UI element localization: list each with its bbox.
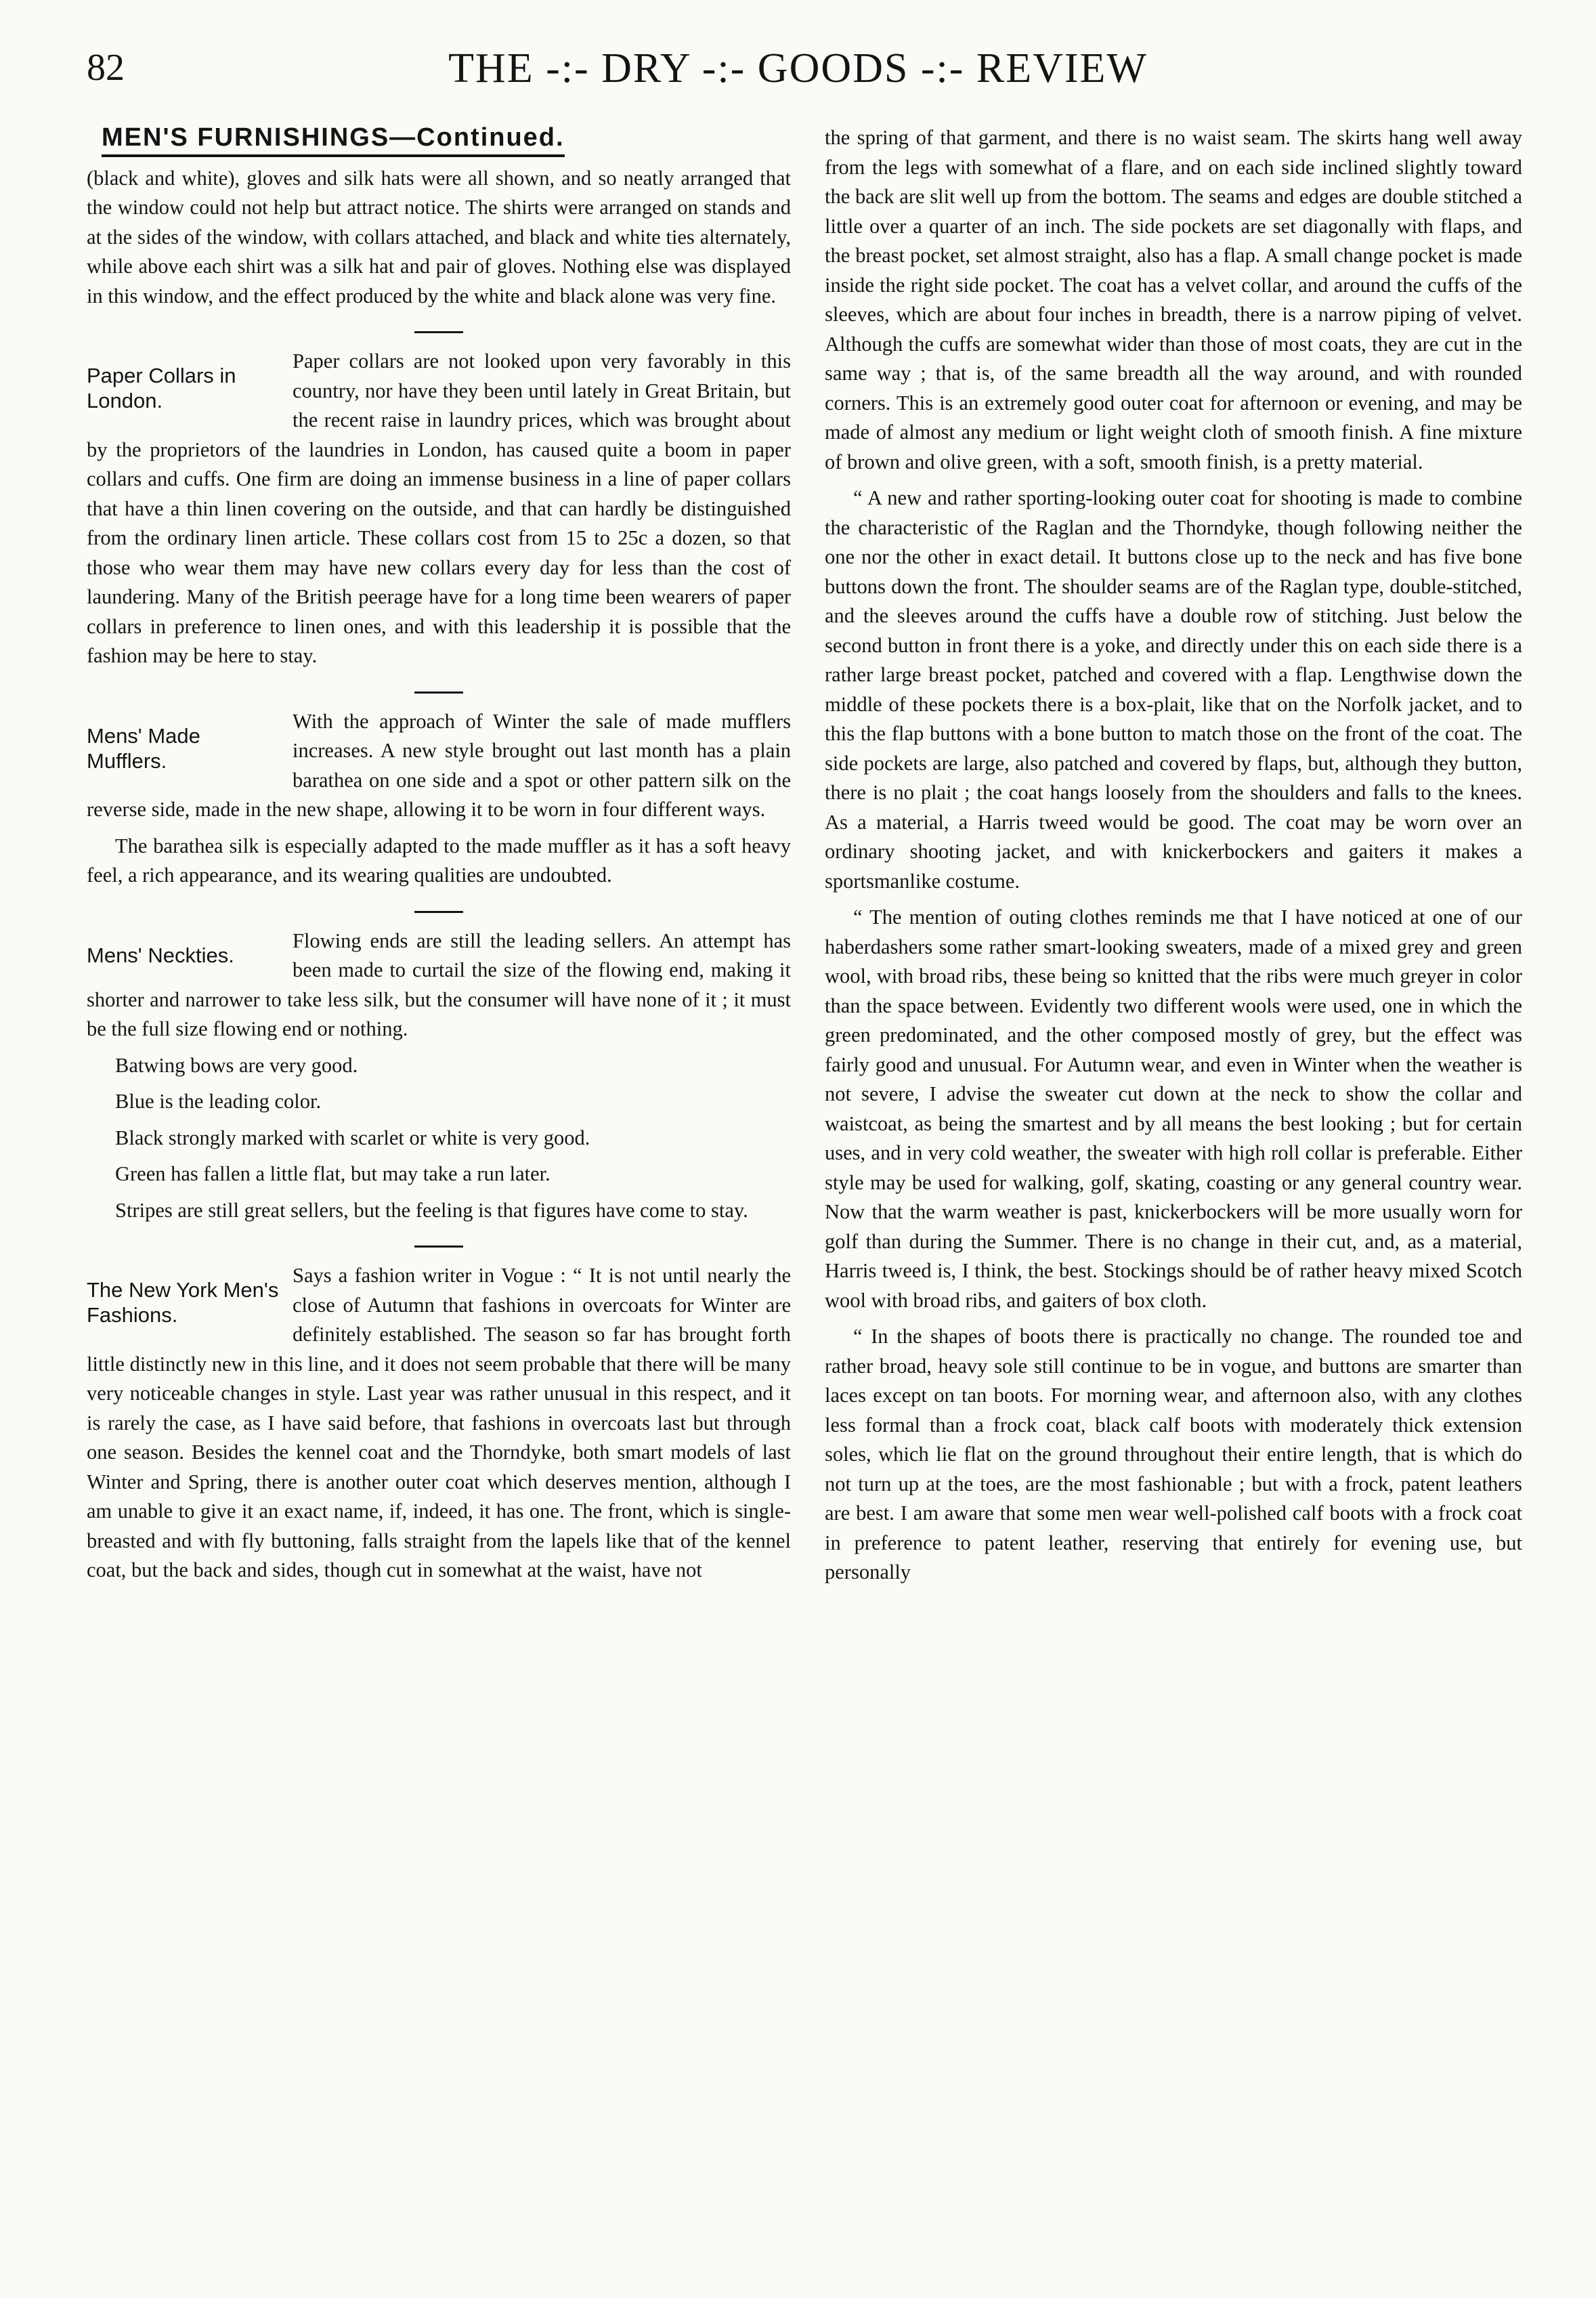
article-paragraph: the spring of that garment, and there is no waist seam. The skirts hang well away from the legs with somewhat of a flare, and on each side inclined slightly toward the back are slit well up from the bottom. The seams and edges are double stitched a little over a quarter of an inch. The side pockets are set diagonally with flaps, and the breast pocket, set almost straight, also has a flap. A small change pocket is made inside the right side pocket. The coat has a velvet collar, and around the cuffs of the sleeves, which are about four inches in breadth, there is a narrow piping of velvet. Although the cuffs are somewhat wider than those of most coats, they are cut in the same way ; that is, of the same breadth all the way around, and with rounded corners. This is an extremely good outer coat for afternoon or evening, and may be made of almost any medium or light weight cloth of smooth finish. A fine mixture of brown and olive green, with a soft, smooth finish, is a pretty material. xyxy=(825,126,1522,473)
article-paragraph: “ In the shapes of boots there is practically no change. The rounded toe and rather broad, heavy sole still continue to be in vogue, and buttons are smarter than laces except on tan boots. For morning wear, and afternoon also, with any clothes less formal than a frock coat, black calf boots with moderately thick extension soles, which lie flat on the ground throughout their entire length, that is which do not turn up at the toes, are the most fashionable ; but with a frock, patent leathers are best. I am aware that some men wear well-polished calf boots with a frock coat in preference to patent leather, reserving that entirely for evening use, but personally xyxy=(825,1325,1522,1583)
section-divider xyxy=(414,691,463,694)
article-paragraph: Flowing ends are still the leading sellers. An attempt has been made to curtail the size of the flowing end, making it shorter and narrower to take less silk, but the consumer will have none of it ; it must be the full size flowing end or nothing. xyxy=(87,929,791,1040)
article-paragraph: Batwing bows are very good. xyxy=(115,1053,358,1077)
article-neckties xyxy=(87,927,791,1226)
article-mufflers xyxy=(87,707,791,891)
side-head: The New York Men's Fashions. xyxy=(87,1278,279,1327)
intro-paragraph: (black and white), gloves and silk hats were all shown, and so neatly arranged that the window could not help but attract notice. The shirts were arranged on stands and at the sides of the window, with collars attached, and black and white ties alternately, while above each shirt was a silk hat and pair of gloves. Nothing else was displayed in this window, and the effect produced by the white and black alone was very fine. xyxy=(87,166,791,307)
section-divider xyxy=(414,331,463,333)
article-paragraph: With the approach of Winter the sale of made mufflers increases. A new style brought out last month has a plain barathea on one side and a spot or other pattern silk on the reverse side, made in the new shape, allowing it to be worn in four different ways. xyxy=(87,709,791,821)
article-paragraph: Says a fashion writer in Vogue : “ It is not until nearly the close of Autumn that fashions in overcoats for Winter are definitely established. The season so far has brought forth little distinctly new in this line, and it does not seem probable that there will be many very noticeable changes in style. Last year was rather unusual in this respect, and it is rarely the case, as I have said before, that fashions in overcoats last but through one season. Besides the kennel coat and the Thorndyke, both smart models of last Winter and Spring, there is another outer coat which deserves mention, although I am unable to give it an exact name, if, indeed, it has one. The front, which is single-breasted and with fly buttoning, falls straight from the lapels like that of the kennel coat, but the back and sides, though cut in somewhat at the waist, have not xyxy=(87,1264,791,1581)
article-paragraph: “ The mention of outing clothes reminds me that I have noticed at one of our haberdashers some rather smart-looking sweaters, made of a mixed grey and green wool, with broad ribs, these being so knitted that the ribs were much greyer in color than the space between. Evidently two different wools were used, one in which the green predominated, and the other composed mostly of grey, but the effect was fairly good and unusual. For Autumn wear, and even in Winter when the weather is not severe, I advise the sweater cut down at the neck to show the collar and waistcoat, as being the smartest and by all means the best looking ; but for certain uses, and in very cold weather, the sweater with high roll collar is preferable. Either style may be used for walking, golf, skating, coasting or any general country wear. Now that the warm weather is past, knickerbockers will be more usually worn for golf than during the Summer. There is no change in their cut, and, as a material, Harris tweed is, I think, the best. Stockings should be of rather heavy mixed Scotch wool with broad ribs, and gaiters of box cloth. xyxy=(825,906,1522,1312)
section-divider xyxy=(414,1246,463,1248)
article-new-york-fashions xyxy=(87,1261,791,1586)
section-divider xyxy=(414,911,463,913)
article-paragraph: Black strongly marked with scarlet or white is very good. xyxy=(115,1126,590,1149)
section-title: MEN'S FURNISHINGS—Continued. xyxy=(102,123,565,157)
left-column xyxy=(87,123,791,1592)
side-head: Paper Collars in London. xyxy=(87,364,236,412)
article-paragraph: Green has fallen a little flat, but may take a run later. xyxy=(115,1162,551,1185)
article-paragraph: Blue is the leading color. xyxy=(115,1090,322,1113)
side-head: Mens' Made Mufflers. xyxy=(87,723,200,773)
article-paragraph: Paper collars are not looked upon very favorably in this country, nor have they been until lately in Great Britain, but the recent raise in laundry prices, which was brought about by the proprietors of the laundries in London, has caused quite a boom in paper collars and cuffs. One firm are doing an immense business in a line of paper collars that have a thin linen covering on the outside, and that can hardly be distinguished from the ordinary linen article. These collars cost from 15 to 25c a dozen, so that those who wear them may have new collars every day for less than the cost of laundering. Many of the British peerage have for a long time been wearers of paper collars in preference to linen ones, and with this leadership it is possible that the fashion may be here to stay. xyxy=(87,349,791,667)
article-paragraph: Stripes are still great sellers, but the feeling is that figures have come to stay. xyxy=(115,1198,748,1222)
article-paragraph: The barathea silk is especially adapted to the made muffler as it has a soft heavy feel, a rich appearance, and its wearing qualities are undoubted. xyxy=(87,834,791,887)
article-paragraph: “ A new and rather sporting-looking outer coat for shooting is made to combine the characteristic of the Raglan and the Thorndyke, though following neither the one nor the other in exact detail. It buttons close up to the neck and has five bone buttons down the front. The shoulder seams are of the Raglan type, double-stitched, and the sleeves around the cuffs have a double row of stitching. Just below the second button in front there is a yoke, and directly under this on each side there is a rather large breast pocket, patched and covered with a flap. Lengthwise down the middle of these pockets there is a box-plait, like that on the Norfolk jacket, and to this the flap buttons with a bone button to match those on the front of the coat. The side pockets are large, also patched and covered by flaps, but, although they button, there is no plait ; the coat hangs loosely from the shoulders and falls to the knees. As a material, a Harris tweed would be good. The coat may be worn over an ordinary shooting jacket, and with knickerbockers and gaiters it makes a sportsmanlike costume. xyxy=(825,486,1522,893)
side-head: Mens' Neckties. xyxy=(87,943,234,967)
page-number: 82 xyxy=(87,47,125,89)
article-paper-collars xyxy=(87,347,791,671)
running-head: THE -:- DRY -:- GOODS -:- REVIEW xyxy=(448,45,1148,91)
right-column xyxy=(825,123,1522,1594)
